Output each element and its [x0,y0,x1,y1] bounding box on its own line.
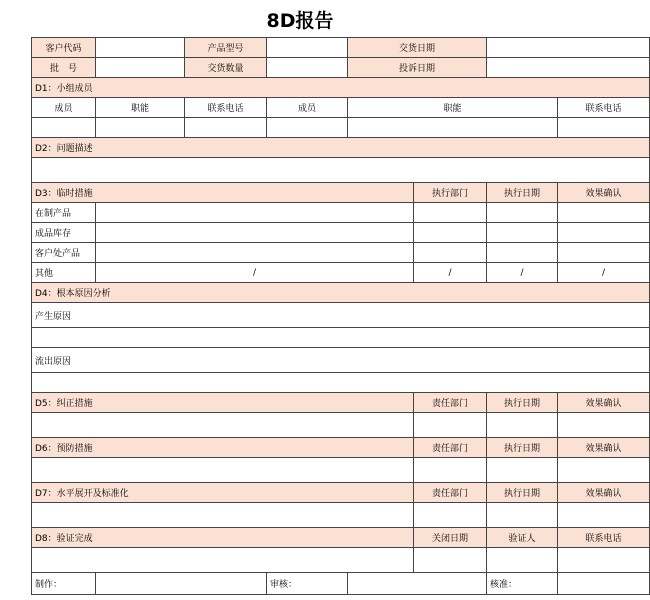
d3-row [32,243,650,263]
d4-cause1-label: 产生原因 [32,303,650,328]
d3-date-label: 执行日期 [487,183,558,203]
d3-dept-field[interactable] [414,203,487,223]
d1-duty-field-2[interactable] [348,118,558,138]
signature-row [32,573,650,595]
d4-cause2-field[interactable] [32,373,650,393]
d3-row [32,203,650,223]
d3-action-slash: / [96,263,414,283]
report-page [31,0,622,600]
d6-action-field[interactable] [32,458,414,483]
d3-row-label: 成品库存 [32,223,96,243]
d3-action-field[interactable] [96,243,414,263]
d5-dept-label: 责任部门 [414,393,487,413]
approved-by-field[interactable] [558,573,650,595]
d3-row-label: 在制产品 [32,203,96,223]
d8-verifier-field[interactable] [487,548,558,573]
delivery-date-label: 交货日期 [348,38,487,58]
d8-section-row [32,528,650,548]
d8-phone-field[interactable] [558,548,650,573]
reviewed-by-label: 审核： [267,573,348,595]
d5-dept-field[interactable] [414,413,487,438]
d3-confirm-label: 效果确认 [558,183,650,203]
d6-date-label: 执行日期 [487,438,558,458]
d2-description-field[interactable] [32,158,650,183]
approved-by-label: 核准： [487,573,558,595]
report-table [31,37,650,595]
d1-entry-row [32,118,650,138]
batch-no-field[interactable] [96,58,185,78]
d8-phone-label: 联系电话 [558,528,650,548]
product-model-label: 产品型号 [185,38,267,58]
d3-row-label: 其他 [32,263,96,283]
d7-title: D7：水平展开及标准化 [32,483,414,503]
d5-section-row [32,393,650,413]
d3-date-field[interactable] [487,203,558,223]
d8-title: D8：验证完成 [32,528,414,548]
d6-dept-label: 责任部门 [414,438,487,458]
d4-cause1-entry [32,328,650,348]
d5-entry-row [32,413,650,438]
d8-close-date-field[interactable] [414,548,487,573]
d2-entry-row [32,158,650,183]
d7-dept-field[interactable] [414,503,487,528]
d4-title: D4：根本原因分析 [32,283,650,303]
d3-date-slash: / [487,263,558,283]
d4-cause2-row [32,348,650,373]
d7-dept-label: 责任部门 [414,483,487,503]
delivery-date-field[interactable] [487,38,650,58]
d7-section-row [32,483,650,503]
made-by-label: 制作： [32,573,96,595]
d7-confirm-field[interactable] [558,503,650,528]
d2-section-row [32,138,650,158]
customer-code-field[interactable] [96,38,185,58]
d7-action-field[interactable] [32,503,414,528]
d5-title: D5：纠正措施 [32,393,414,413]
header-row-2 [32,58,650,78]
header-row-1 [32,38,650,58]
d8-verifier-label: 验证人 [487,528,558,548]
d3-confirm-field[interactable] [558,223,650,243]
complaint-date-label: 投诉日期 [348,58,487,78]
d1-phone-label-2: 联系电话 [558,98,650,118]
d1-title: D1：小组成员 [32,78,650,98]
report-title: 8D报告 [266,10,334,32]
d1-section-row [32,78,650,98]
d1-phone-label: 联系电话 [185,98,267,118]
d4-cause1-field[interactable] [32,328,650,348]
d5-date-field[interactable] [487,413,558,438]
made-by-field[interactable] [96,573,267,595]
batch-no-label: 批 号 [32,58,96,78]
d3-row [32,263,650,283]
d5-confirm-label: 效果确认 [558,393,650,413]
d5-confirm-field[interactable] [558,413,650,438]
d1-phone-field-2[interactable] [558,118,650,138]
d4-cause2-label: 流出原因 [32,348,650,373]
product-model-field[interactable] [267,38,348,58]
d7-confirm-label: 效果确认 [558,483,650,503]
delivery-qty-label: 交货数量 [185,58,267,78]
d3-row [32,223,650,243]
d3-date-field[interactable] [487,223,558,243]
d3-confirm-slash: / [558,263,650,283]
d6-date-field[interactable] [487,458,558,483]
d1-duty-label: 职能 [96,98,185,118]
d1-member-field-2[interactable] [267,118,348,138]
d3-confirm-field[interactable] [558,203,650,223]
d8-entry-row [32,548,650,573]
d3-dept-label: 执行部门 [414,183,487,203]
d3-section-row [32,183,650,203]
d3-confirm-field[interactable] [558,243,650,263]
d4-cause1-row [32,303,650,328]
d6-section-row [32,438,650,458]
d5-action-field[interactable] [32,413,414,438]
d1-header-row [32,98,650,118]
d8-close-date-label: 关闭日期 [414,528,487,548]
d3-dept-field[interactable] [414,243,487,263]
d3-date-field[interactable] [487,243,558,263]
d4-section-row [32,283,650,303]
d6-confirm-field[interactable] [558,458,650,483]
reviewed-by-field[interactable] [348,573,487,595]
d3-dept-slash: / [414,263,487,283]
d5-date-label: 执行日期 [487,393,558,413]
d2-title: D2：问题描述 [32,138,650,158]
d1-phone-field[interactable] [185,118,267,138]
d1-member-field[interactable] [32,118,96,138]
d1-member-label: 成员 [32,98,96,118]
d3-action-field[interactable] [96,223,414,243]
d7-entry-row [32,503,650,528]
d6-confirm-label: 效果确认 [558,438,650,458]
complaint-date-field[interactable] [487,58,650,78]
d3-row-label: 客户处产品 [32,243,96,263]
d3-title: D3：临时措施 [32,183,414,203]
customer-code-label: 客户代码 [32,38,96,58]
delivery-qty-field[interactable] [267,58,348,78]
d6-title: D6：预防措施 [32,438,414,458]
d6-dept-field[interactable] [414,458,487,483]
d7-date-label: 执行日期 [487,483,558,503]
d3-dept-field[interactable] [414,223,487,243]
d6-entry-row [32,458,650,483]
d1-duty-label-2: 职能 [348,98,558,118]
d8-result-field[interactable] [32,548,414,573]
d7-date-field[interactable] [487,503,558,528]
d1-member-label-2: 成员 [267,98,348,118]
d4-cause2-entry [32,373,650,393]
d3-action-field[interactable] [96,203,414,223]
d1-duty-field[interactable] [96,118,185,138]
